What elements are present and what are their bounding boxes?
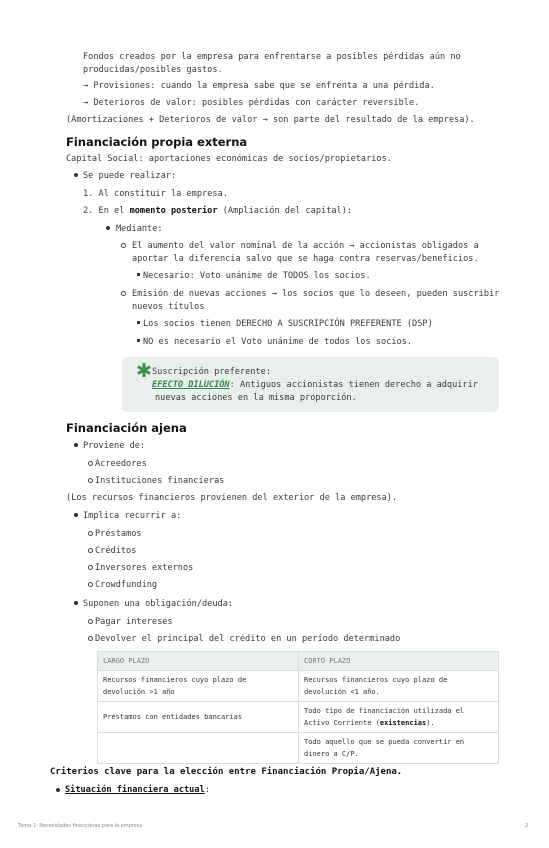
callout-line-3: nuevas acciones en la misma proporción. <box>155 393 357 403</box>
callout-line-2: EFECTO DILUCIÓN: Antiguos accionistas tienen derecho a adquirir <box>152 380 478 390</box>
bullet-circle <box>88 531 93 536</box>
aumento-line-2: aportar la diferencia salvo que se haga contra reservas/beneficios. <box>132 254 479 264</box>
table-row <box>98 733 499 764</box>
bullet-circle <box>88 565 93 570</box>
emision-line-2: nuevos títulos <box>132 302 205 312</box>
suponen-text: Suponen una obligación/deuda: <box>83 599 234 609</box>
heading-financiacion-ajena: Financiación ajena <box>66 421 187 435</box>
table-cell: Recursos financieros cuyo plazo de devolución >1 año <box>98 671 299 702</box>
necesario-text: Necesario: Voto unánime de TODOS los socios. <box>143 271 371 281</box>
bullet-circle <box>88 582 93 587</box>
page-number: 2 <box>525 823 529 829</box>
bullet-dot <box>56 788 60 792</box>
deterioros-text: → Deterioros de valor: posibles pérdidas con carácter reversible. <box>83 98 420 108</box>
capital-social-text: Capital Social: aportaciones económicas de socios/propietarios. <box>66 154 392 164</box>
bullet-dot <box>74 443 78 447</box>
table-cell: Todo aquello que se pueda convertir en dinero a C/P. <box>299 733 499 764</box>
recursos-exterior-text: (Los recursos financieros provienen del exterior de la empresa). <box>66 493 398 503</box>
bullet-circle <box>88 636 93 641</box>
creditos-text: Créditos <box>95 546 137 556</box>
bullet-square <box>137 321 140 324</box>
table-row <box>98 671 499 702</box>
amortizaciones-text: (Amortizaciones + Deterioros de valor → son parte del resultado de la empresa). <box>66 115 475 125</box>
table-row <box>98 702 499 733</box>
table-cell: Recursos financieros cuyo plazo de devolución <1 año. <box>299 671 499 702</box>
inversores-text: Inversores externos <box>95 563 194 573</box>
intro-line-2: producidas/posibles gastos. <box>83 65 223 75</box>
table-header-row <box>98 652 499 671</box>
callout-suscripcion-preferente <box>122 357 499 412</box>
table-cell: Todo tipo de financiación utilizada el Activo Corriente (existencias). <box>299 702 499 733</box>
bullet-dot <box>74 513 78 517</box>
bullet-dot <box>74 173 78 177</box>
situacion-financiera-item: Situación financiera actual: <box>65 785 210 795</box>
plazo-table <box>97 651 499 764</box>
asterisk-icon: ✱ <box>136 360 152 382</box>
bullet-circle <box>121 243 126 248</box>
aumento-line-1: El aumento del valor nominal de la acción → accionistas obligados a <box>132 241 479 251</box>
list-item-1: 1. Al constituir la empresa. <box>83 189 228 199</box>
header-corto-plazo: CORTO PLAZO <box>299 652 499 671</box>
prestamos-text: Préstamos <box>95 529 142 539</box>
bullet-square <box>137 273 140 276</box>
instituciones-text: Instituciones financieras <box>95 476 225 486</box>
proviene-text: Proviene de: <box>83 441 146 451</box>
bullet-square <box>137 339 140 342</box>
implica-text: Implica recurrir a: <box>83 511 182 521</box>
bullet-circle <box>88 478 93 483</box>
bullet-dot <box>106 226 110 230</box>
provisiones-text: → Provisiones: cuando la empresa sabe que se enfrenta a una pérdida. <box>83 81 435 91</box>
header-largo-plazo: LARGO PLAZO <box>98 652 299 671</box>
crowdfunding-text: Crowdfunding <box>95 580 158 590</box>
bullet-circle <box>88 461 93 466</box>
bullet-dot <box>74 601 78 605</box>
acreedores-text: Acreedores <box>95 459 147 469</box>
heading-financiacion-propia-externa: Financiación propia externa <box>66 135 248 149</box>
se-puede-realizar: Se puede realizar: <box>83 171 177 181</box>
emision-line-1: Emisión de nuevas acciones → los socios que lo deseen, pueden suscribir <box>132 289 500 299</box>
table-cell <box>98 733 299 764</box>
callout-line-1: Suscripción preferente: <box>152 367 271 377</box>
bullet-circle <box>121 291 126 296</box>
table-cell: Préstamos con entidades bancarias <box>98 702 299 733</box>
bullet-circle <box>88 548 93 553</box>
pagar-intereses-text: Pagar intereses <box>95 617 173 627</box>
momento-posterior-bold: momento posterior <box>129 206 218 216</box>
derecho-text: Los socios tienen DERECHO A SUSCRIPCIÓN PREFERENTE (DSP) <box>143 319 433 329</box>
efecto-dilucion-link[interactable]: EFECTO DILUCIÓN <box>152 380 230 390</box>
mediante-text: Mediante: <box>116 224 163 234</box>
bullet-circle <box>88 619 93 624</box>
devolver-principal-text: Devolver el principal del crédito en un período determinado <box>95 634 401 644</box>
list-item-2: 2. En el momento posterior (Ampliación del capital): <box>83 206 353 216</box>
no-necesario-text: NO es necesario el Voto unánime de todos los socios. <box>143 337 413 347</box>
situacion-financiera-label: Situación financiera actual <box>65 785 205 795</box>
footer-title: Tema 1: Necesidades financieras para la empresa <box>18 823 143 829</box>
criterios-heading: Criterios clave para la elección entre Financiación Propia/Ajena. <box>50 767 403 777</box>
intro-line-1: Fondos creados por la empresa para enfrentarse a posibles pérdidas aún no <box>83 52 461 62</box>
